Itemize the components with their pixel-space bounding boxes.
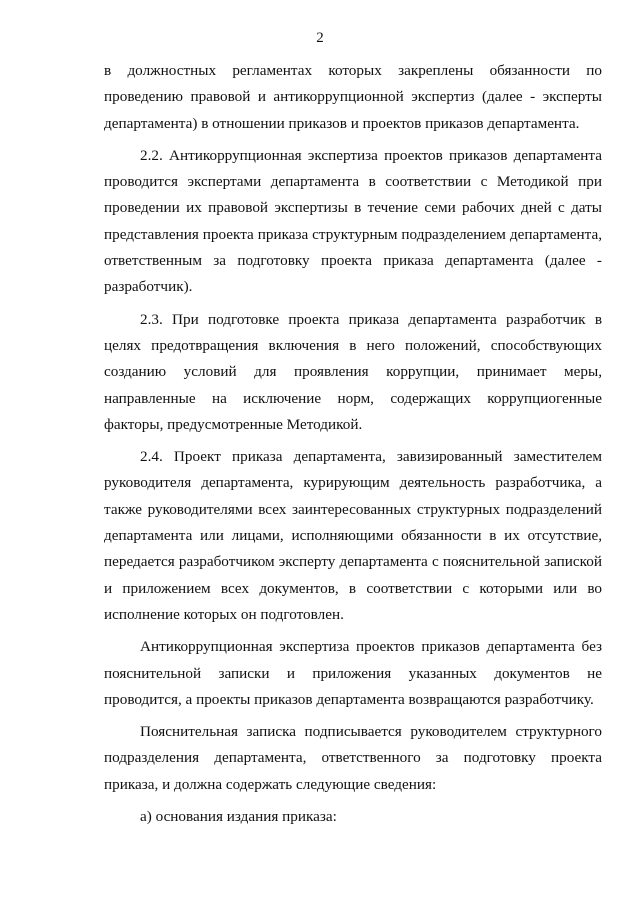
paragraph-2-4: 2.4. Проект приказа департамента, завизированный заместителем руководителя департамента, курирующим деятельность разработчика, а также руководителями всех заинтересованных структурных подразделений департамента или лицами, исполняющими обязанности в их отсутствие, передается разработчиком эксперту департамента с пояснительной запиской и приложением всех документов, в соответствии с которыми или во исполнение которых он подготовлен.: [104, 448, 602, 623]
paragraph-explanatory-note: Пояснительная записка подписывается руководителем структурного подразделения департамента, ответственного за подготовку проекта приказа, и должна содержать следующие сведения:: [104, 723, 602, 793]
paragraph-no-expertise-note: Антикоррупционная экспертиза проектов приказов департамента без пояснительной записки и приложения указанных документов не проводится, а проекты приказов департамента возвращаются разработчику.: [104, 638, 602, 708]
paragraph-continuation: в должностных регламентах которых закреплены обязанности по проведению правовой и антикоррупционной экспертиз (далее - эксперты департамента) в отношении приказов и проектов приказов департамента.: [104, 62, 602, 132]
paragraph-2-2: 2.2. Антикоррупционная экспертиза проектов приказов департамента проводится экспертами департамента в соответствии с Методикой при проведении их правовой экспертизы в течение семи рабочих дней с даты представления проекта приказа структурным подразделением департамента, ответственным за подготовку проекта приказа департамента (далее - разработчик).: [104, 146, 602, 296]
document-body: [104, 58, 602, 830]
list-item-a: а) основания издания приказа:: [140, 808, 337, 826]
page-number: 2: [316, 30, 324, 46]
paragraph-2-3: 2.3. При подготовке проекта приказа департамента разработчик в целях предотвращения включения в него положений, способствующих созданию условий для проявления коррупции, принимает меры, направленные на исключение норм, содержащих коррупциогенные факторы, предусмотренные Методикой.: [104, 310, 602, 433]
